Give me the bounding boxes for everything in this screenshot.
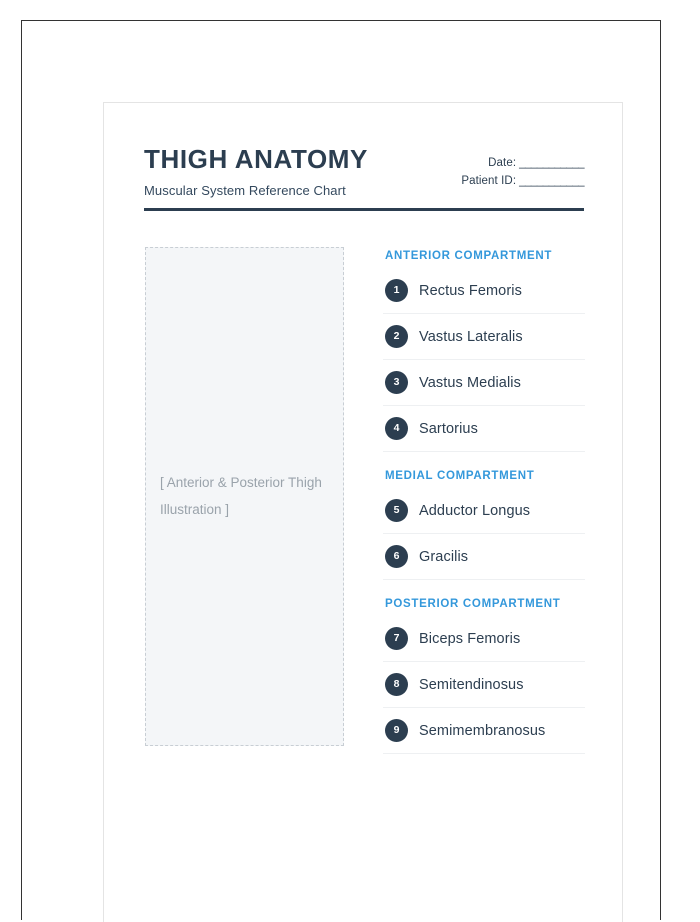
muscle-name-label: Rectus Femoris <box>419 282 522 299</box>
muscle-number-badge: 5 <box>385 499 408 522</box>
legend-section-anterior <box>383 250 585 452</box>
muscle-number-badge: 8 <box>385 673 408 696</box>
muscle-name-label: Gracilis <box>419 548 469 565</box>
chart-body <box>145 247 585 754</box>
muscle-row[interactable] <box>383 360 585 406</box>
page-title: THIGH ANATOMY <box>144 144 368 174</box>
muscle-number-badge: 9 <box>385 719 408 742</box>
muscle-number-badge: 7 <box>385 627 408 650</box>
header-title-block <box>144 143 368 198</box>
muscle-row[interactable] <box>383 534 585 580</box>
date-label: Date: <box>488 157 517 169</box>
legend-section-posterior <box>383 598 585 754</box>
muscle-row[interactable] <box>383 488 585 534</box>
patient-id-field[interactable] <box>461 175 584 187</box>
muscle-name-label: Adductor Longus <box>419 502 531 519</box>
chart-card <box>103 102 623 922</box>
muscle-number-badge: 2 <box>385 325 408 348</box>
muscle-row[interactable] <box>383 662 585 708</box>
patient-id-label: Patient ID: <box>461 175 517 187</box>
illustration-placeholder-box <box>145 247 344 746</box>
muscle-row[interactable] <box>383 314 585 360</box>
page-subtitle: Muscular System Reference Chart <box>144 182 346 198</box>
muscle-number-badge: 6 <box>385 545 408 568</box>
date-field[interactable] <box>461 157 584 169</box>
header-row <box>144 143 584 198</box>
section-heading-medial: MEDIAL COMPARTMENT <box>385 470 535 482</box>
section-heading-anterior: ANTERIOR COMPARTMENT <box>385 250 553 262</box>
muscle-name-label: Sartorius <box>419 420 478 437</box>
section-heading-posterior: POSTERIOR COMPARTMENT <box>385 598 561 610</box>
muscle-name-label: Vastus Medialis <box>419 374 521 391</box>
muscle-row[interactable] <box>383 406 585 452</box>
muscle-legend <box>383 247 585 754</box>
muscle-row[interactable] <box>383 708 585 754</box>
chart-header <box>144 143 584 198</box>
patient-fields <box>461 143 584 187</box>
header-divider-rule <box>144 208 584 211</box>
muscle-name-label: Vastus Lateralis <box>419 328 523 345</box>
illustration-placeholder-text: [ Anterior & Posterior Thigh Illustration ] <box>160 475 322 517</box>
muscle-name-label: Semimembranosus <box>419 722 546 739</box>
muscle-row[interactable] <box>383 268 585 314</box>
muscle-row[interactable] <box>383 616 585 662</box>
muscle-name-label: Biceps Femoris <box>419 630 521 647</box>
muscle-number-badge: 1 <box>385 279 408 302</box>
page-frame <box>21 20 661 920</box>
muscle-number-badge: 4 <box>385 417 408 440</box>
muscle-number-badge: 3 <box>385 371 408 394</box>
date-blank-line[interactable]: ___________ <box>519 157 584 169</box>
patient-id-blank-line[interactable]: ___________ <box>519 175 584 187</box>
legend-section-medial <box>383 470 585 580</box>
muscle-name-label: Semitendinosus <box>419 676 524 693</box>
